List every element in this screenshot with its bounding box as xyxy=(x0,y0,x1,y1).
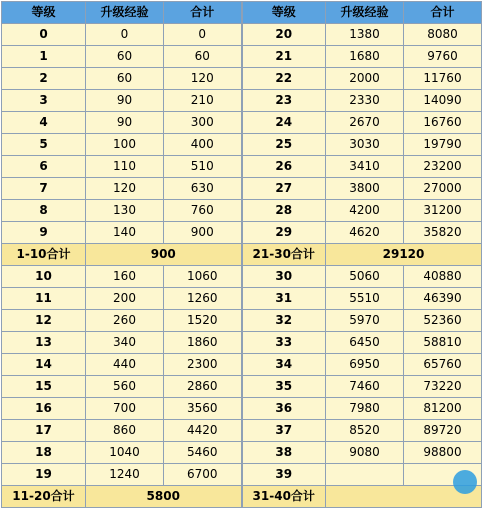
exp-cell: 120 xyxy=(86,178,164,200)
level-cell: 29 xyxy=(242,222,326,244)
total-cell: 1060 xyxy=(164,266,242,288)
level-cell: 28 xyxy=(242,200,326,222)
table-row xyxy=(2,178,482,200)
exp-cell: 1040 xyxy=(86,442,164,464)
level-cell: 0 xyxy=(2,24,86,46)
level-cell: 30 xyxy=(242,266,326,288)
level-cell: 23 xyxy=(242,90,326,112)
experience-table xyxy=(1,1,482,508)
exp-cell: 90 xyxy=(86,112,164,134)
total-cell: 630 xyxy=(164,178,242,200)
level-cell: 15 xyxy=(2,376,86,398)
level-cell: 25 xyxy=(242,134,326,156)
summary-label: 11-20合计 xyxy=(2,486,86,508)
level-cell: 7 xyxy=(2,178,86,200)
level-cell: 31 xyxy=(242,288,326,310)
total-cell: 23200 xyxy=(404,156,482,178)
level-cell: 22 xyxy=(242,68,326,90)
exp-cell xyxy=(326,464,404,486)
table-row xyxy=(2,420,482,442)
exp-cell: 340 xyxy=(86,332,164,354)
level-cell: 12 xyxy=(2,310,86,332)
level-cell: 13 xyxy=(2,332,86,354)
exp-cell: 1680 xyxy=(326,46,404,68)
watermark-logo-icon xyxy=(453,470,477,494)
header-row xyxy=(2,2,482,24)
exp-cell: 0 xyxy=(86,24,164,46)
table-row xyxy=(2,90,482,112)
total-cell: 760 xyxy=(164,200,242,222)
total-cell: 6700 xyxy=(164,464,242,486)
summary-row xyxy=(2,244,482,266)
total-cell: 120 xyxy=(164,68,242,90)
table-row xyxy=(2,222,482,244)
exp-cell: 5510 xyxy=(326,288,404,310)
total-cell: 73220 xyxy=(404,376,482,398)
exp-cell: 60 xyxy=(86,68,164,90)
level-cell: 6 xyxy=(2,156,86,178)
watermark-logo xyxy=(453,470,477,494)
level-cell: 27 xyxy=(242,178,326,200)
total-cell: 300 xyxy=(164,112,242,134)
total-cell: 16760 xyxy=(404,112,482,134)
exp-cell: 2330 xyxy=(326,90,404,112)
exp-cell: 4620 xyxy=(326,222,404,244)
header-level: 等级 xyxy=(242,2,326,24)
total-cell: 14090 xyxy=(404,90,482,112)
level-cell: 9 xyxy=(2,222,86,244)
table-row xyxy=(2,354,482,376)
table-row xyxy=(2,376,482,398)
total-cell: 58810 xyxy=(404,332,482,354)
total-cell: 210 xyxy=(164,90,242,112)
level-cell: 3 xyxy=(2,90,86,112)
summary-value: 5800 xyxy=(86,486,242,508)
table-row xyxy=(2,266,482,288)
header-total: 合计 xyxy=(164,2,242,24)
table-row xyxy=(2,200,482,222)
total-cell: 1520 xyxy=(164,310,242,332)
level-cell: 5 xyxy=(2,134,86,156)
table-row xyxy=(2,112,482,134)
total-cell: 3560 xyxy=(164,398,242,420)
level-cell: 24 xyxy=(242,112,326,134)
exp-cell: 110 xyxy=(86,156,164,178)
level-cell: 1 xyxy=(2,46,86,68)
total-cell: 98800 xyxy=(404,442,482,464)
total-cell: 65760 xyxy=(404,354,482,376)
table-row xyxy=(2,464,482,486)
table-row xyxy=(2,68,482,90)
summary-value: 29120 xyxy=(326,244,482,266)
exp-cell: 3030 xyxy=(326,134,404,156)
level-cell: 10 xyxy=(2,266,86,288)
summary-label: 21-30合计 xyxy=(242,244,326,266)
table-row xyxy=(2,332,482,354)
total-cell: 900 xyxy=(164,222,242,244)
total-cell: 1860 xyxy=(164,332,242,354)
exp-cell: 860 xyxy=(86,420,164,442)
total-cell: 5460 xyxy=(164,442,242,464)
header-exp: 升级经验 xyxy=(86,2,164,24)
exp-cell: 5970 xyxy=(326,310,404,332)
exp-cell: 700 xyxy=(86,398,164,420)
summary-label: 1-10合计 xyxy=(2,244,86,266)
level-cell: 26 xyxy=(242,156,326,178)
exp-cell: 100 xyxy=(86,134,164,156)
level-cell: 11 xyxy=(2,288,86,310)
total-cell: 0 xyxy=(164,24,242,46)
exp-cell: 160 xyxy=(86,266,164,288)
total-cell: 8080 xyxy=(404,24,482,46)
level-cell: 33 xyxy=(242,332,326,354)
table-row xyxy=(2,134,482,156)
header-level: 等级 xyxy=(2,2,86,24)
exp-cell: 7460 xyxy=(326,376,404,398)
level-cell: 34 xyxy=(242,354,326,376)
summary-value: 900 xyxy=(86,244,242,266)
exp-cell: 440 xyxy=(86,354,164,376)
level-cell: 38 xyxy=(242,442,326,464)
exp-cell: 6950 xyxy=(326,354,404,376)
level-cell: 2 xyxy=(2,68,86,90)
exp-cell: 8520 xyxy=(326,420,404,442)
exp-cell: 260 xyxy=(86,310,164,332)
total-cell: 9760 xyxy=(404,46,482,68)
level-cell: 4 xyxy=(2,112,86,134)
header-exp: 升级经验 xyxy=(326,2,404,24)
level-cell: 19 xyxy=(2,464,86,486)
exp-cell: 1380 xyxy=(326,24,404,46)
table-row xyxy=(2,310,482,332)
exp-cell: 3410 xyxy=(326,156,404,178)
level-cell: 37 xyxy=(242,420,326,442)
exp-cell: 6450 xyxy=(326,332,404,354)
table-row xyxy=(2,46,482,68)
total-cell: 40880 xyxy=(404,266,482,288)
table-row xyxy=(2,156,482,178)
total-cell: 27000 xyxy=(404,178,482,200)
table-row xyxy=(2,24,482,46)
total-cell: 4420 xyxy=(164,420,242,442)
level-cell: 17 xyxy=(2,420,86,442)
level-cell: 35 xyxy=(242,376,326,398)
total-cell: 35820 xyxy=(404,222,482,244)
exp-cell: 560 xyxy=(86,376,164,398)
level-cell: 16 xyxy=(2,398,86,420)
total-cell: 31200 xyxy=(404,200,482,222)
exp-cell: 5060 xyxy=(326,266,404,288)
exp-cell: 60 xyxy=(86,46,164,68)
total-cell: 11760 xyxy=(404,68,482,90)
exp-cell: 200 xyxy=(86,288,164,310)
level-cell: 8 xyxy=(2,200,86,222)
exp-cell: 9080 xyxy=(326,442,404,464)
exp-cell: 2670 xyxy=(326,112,404,134)
total-cell: 81200 xyxy=(404,398,482,420)
table-row xyxy=(2,398,482,420)
level-cell: 36 xyxy=(242,398,326,420)
total-cell: 52360 xyxy=(404,310,482,332)
exp-cell: 7980 xyxy=(326,398,404,420)
level-cell: 18 xyxy=(2,442,86,464)
total-cell: 19790 xyxy=(404,134,482,156)
summary-row xyxy=(2,486,482,508)
total-cell: 60 xyxy=(164,46,242,68)
total-cell: 2860 xyxy=(164,376,242,398)
exp-cell: 2000 xyxy=(326,68,404,90)
table-row xyxy=(2,442,482,464)
total-cell: 46390 xyxy=(404,288,482,310)
header-total: 合计 xyxy=(404,2,482,24)
exp-cell: 140 xyxy=(86,222,164,244)
total-cell: 89720 xyxy=(404,420,482,442)
exp-cell: 90 xyxy=(86,90,164,112)
table-body xyxy=(2,24,482,508)
level-cell: 21 xyxy=(242,46,326,68)
total-cell: 510 xyxy=(164,156,242,178)
total-cell: 1260 xyxy=(164,288,242,310)
level-cell: 14 xyxy=(2,354,86,376)
summary-label: 31-40合计 xyxy=(242,486,326,508)
exp-cell: 3800 xyxy=(326,178,404,200)
exp-cell: 1240 xyxy=(86,464,164,486)
level-cell: 32 xyxy=(242,310,326,332)
exp-cell: 4200 xyxy=(326,200,404,222)
total-cell: 2300 xyxy=(164,354,242,376)
level-cell: 20 xyxy=(242,24,326,46)
exp-cell: 130 xyxy=(86,200,164,222)
table-row xyxy=(2,288,482,310)
total-cell: 400 xyxy=(164,134,242,156)
level-cell: 39 xyxy=(242,464,326,486)
